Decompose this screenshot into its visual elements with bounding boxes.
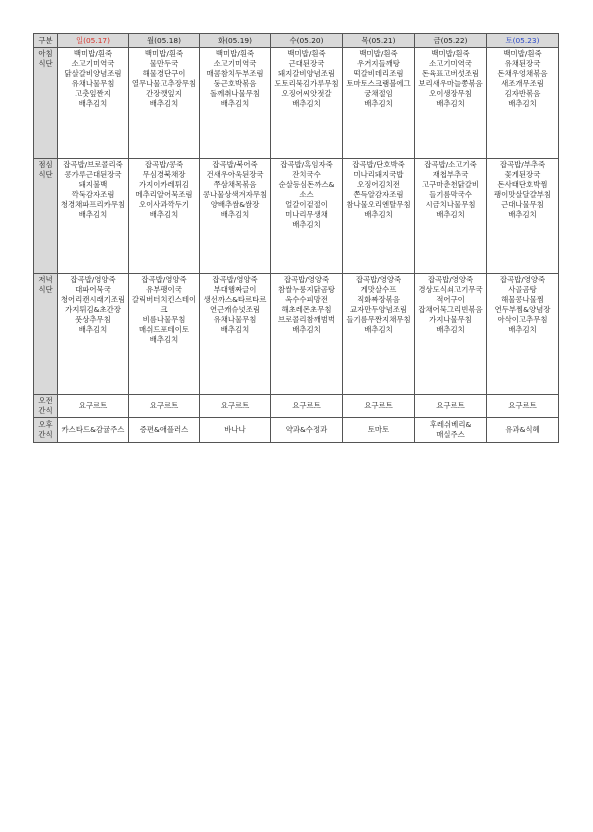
menu-item: 배추김치 — [508, 210, 537, 219]
menu-item: 매콤참치두부조림 — [206, 69, 264, 78]
meal-label-lunch — [34, 159, 58, 274]
menu-item: 팽이맛살달걀부침 — [493, 190, 552, 199]
menu-item: 돌께취나물무침 — [210, 89, 260, 98]
menu-item: 순살등심돈까스&소스 — [278, 180, 335, 199]
menu-item: 콩나물상색겨자무침 — [202, 190, 268, 199]
menu-item: 요구르트 — [436, 401, 465, 410]
menu-item: 꽃게된장국 — [504, 170, 541, 179]
day-header-thu: 목(05.21) — [343, 34, 415, 48]
menu-item: 적어구이 — [436, 295, 465, 304]
menu-item: 가지나물무침 — [429, 315, 472, 324]
menu-cell-breakfast-5 — [415, 48, 487, 159]
menu-item: 잡채어묵그리빈볶음 — [418, 305, 483, 314]
meal-label-am — [34, 395, 58, 418]
menu-cell-pm-6 — [487, 418, 559, 443]
menu-item: 후레쉬베리&매실주스 — [429, 420, 472, 439]
menu-item: 백미밥/흰죽 — [144, 49, 184, 58]
day-header-sat: 토(05.23) — [487, 34, 559, 48]
menu-item: 배추김치 — [78, 325, 108, 334]
meal-label-line: 간식 — [38, 406, 53, 415]
menu-cell-pm-4 — [343, 418, 415, 443]
menu-item: 미나리돼지국밥 — [353, 170, 404, 179]
menu-item: 풋상추무침 — [75, 315, 111, 324]
menu-cell-dinner-6 — [487, 274, 559, 395]
day-header-fri: 금(05.22) — [415, 34, 487, 48]
menu-item: 경상도식쇠고기무국 — [418, 285, 483, 294]
menu-item: 잡곡밥/영양죽 — [212, 275, 258, 284]
menu-cell-dinner-1 — [129, 274, 200, 395]
menu-item: 토마토 — [367, 425, 390, 434]
menu-item: 해물경단구이 — [142, 69, 186, 78]
menu-cell-pm-5 — [415, 418, 487, 443]
meal-label-line: 오전 — [38, 396, 53, 405]
menu-cell-breakfast-2 — [200, 48, 271, 159]
menu-item: 배추김치 — [149, 335, 179, 344]
menu-cell-am-0 — [58, 395, 129, 418]
menu-cell-breakfast-6 — [487, 48, 559, 159]
menu-cell-lunch-1 — [129, 159, 200, 274]
menu-cell-am-2 — [200, 395, 271, 418]
menu-item: 배추김치 — [436, 99, 465, 108]
menu-item: 궁채절임 — [364, 89, 393, 98]
menu-item: 시금치나물무침 — [425, 200, 476, 209]
menu-item: 배추김치 — [508, 99, 537, 108]
menu-item: 배추김치 — [364, 325, 393, 334]
meal-row-lunch — [34, 159, 559, 274]
menu-item: 배추김치 — [220, 325, 250, 334]
menu-item: 소고기미역국 — [213, 59, 257, 68]
menu-item: 잡곡밥/영양죽 — [70, 275, 116, 284]
menu-item: 간장깻잎지 — [146, 89, 182, 98]
menu-item: 잡곡밥/영양죽 — [427, 275, 474, 284]
menu-cell-am-3 — [271, 395, 343, 418]
menu-item: 참나물오리엔탈무침 — [346, 200, 411, 209]
menu-item: 메추리알어묵조림 — [135, 190, 193, 199]
menu-item: 잡곡밥/영양죽 — [141, 275, 187, 284]
menu-item: 바나나 — [224, 425, 246, 434]
menu-item: 건새우아욱된장국 — [206, 170, 264, 179]
menu-item: 무심경북채장 — [142, 170, 186, 179]
menu-item: 카스타드&감귤주스 — [61, 425, 125, 434]
menu-item: 약과&수정과 — [285, 425, 328, 434]
menu-item: 백미밥/흰죽 — [431, 49, 470, 58]
menu-cell-am-1 — [129, 395, 200, 418]
menu-item: 배추김치 — [149, 99, 179, 108]
menu-item: 배추김치 — [364, 210, 393, 219]
menu-item: 유채나물무침 — [213, 315, 257, 324]
menu-item: 배추김치 — [508, 325, 537, 334]
meal-row-breakfast — [34, 48, 559, 159]
menu-item: 토마토스크램블에그 — [346, 79, 411, 88]
day-header-sun: 일(05.17) — [58, 34, 129, 48]
menu-cell-am-6 — [487, 395, 559, 418]
menu-item: 물만두국 — [149, 59, 179, 68]
menu-cell-am-5 — [415, 395, 487, 418]
menu-cell-pm-0 — [58, 418, 129, 443]
menu-item: 브로콜리참깨범벅 — [277, 315, 336, 324]
menu-cell-dinner-0 — [58, 274, 129, 395]
menu-item: 유채나물무침 — [71, 79, 115, 88]
menu-item: 백미밥/흰죽 — [503, 49, 542, 58]
menu-item: 고춧잎짠지 — [75, 89, 111, 98]
menu-item: 잡곡밥/영양죽 — [499, 275, 546, 284]
meal-row-pm — [34, 418, 559, 443]
menu-item: 증편&애플러스 — [139, 425, 189, 434]
meal-label-pm — [34, 418, 58, 443]
menu-item: 배추김치 — [292, 220, 321, 229]
menu-item: 재첩부추국 — [432, 170, 469, 179]
menu-item: 비름나물무침 — [142, 315, 186, 324]
menu-item: 잡곡밥/브로콜리죽 — [63, 160, 123, 169]
menu-item: 돈채우엉채볶음 — [497, 69, 548, 78]
menu-cell-lunch-3 — [271, 159, 343, 274]
menu-item: 콩가루근대된장국 — [64, 170, 122, 179]
menu-item: 생선까스&타르타르 — [203, 295, 267, 304]
header-row — [34, 34, 559, 48]
menu-item: 도토리묵김가루무침 — [274, 79, 339, 88]
menu-item: 요구르트 — [364, 401, 393, 410]
day-header-tue: 화(05.19) — [200, 34, 271, 48]
menu-item: 쭈삼채목볶음 — [213, 180, 257, 189]
menu-item: 가지튀김&초간장 — [65, 305, 121, 314]
menu-item: 유부팽이국 — [146, 285, 182, 294]
menu-item: 유과&식혜 — [505, 425, 540, 434]
menu-item: 갈릭버터치킨스테이크 — [131, 295, 197, 314]
menu-item: 보리새우마늘쫑볶음 — [418, 79, 483, 88]
menu-item: 쫀득알감자조림 — [353, 190, 404, 199]
menu-item: 해물콩나물찜 — [501, 295, 544, 304]
header-label: 구분 — [34, 34, 58, 48]
menu-item: 소고기미역국 — [429, 59, 472, 68]
menu-item: 요구르트 — [149, 401, 179, 410]
weekly-meal-table — [33, 33, 559, 443]
meal-label-dinner — [34, 274, 58, 395]
menu-cell-am-4 — [343, 395, 415, 418]
menu-item: 얼갈이겉절이 — [285, 200, 328, 209]
menu-item: 새조개무조림 — [501, 79, 544, 88]
menu-item: 우거지들깨탕 — [357, 59, 400, 68]
meal-label-line: 식단 — [38, 285, 53, 294]
menu-item: 떡갈비데리조림 — [353, 69, 404, 78]
menu-item: 가지이카레튀김 — [139, 180, 189, 189]
menu-cell-lunch-4 — [343, 159, 415, 274]
menu-item: 잔치국수 — [292, 170, 321, 179]
menu-item: 잡곡밥/흑임자죽 — [280, 160, 333, 169]
menu-cell-dinner-4 — [343, 274, 415, 395]
menu-item: 연근캐슈넛조림 — [210, 305, 260, 314]
menu-item: 청어리캔시래기조림 — [60, 295, 126, 304]
meal-row-dinner — [34, 274, 559, 395]
menu-item: 요구르트 — [220, 401, 250, 410]
menu-item: 참쌀누룽지닭곰탕 — [277, 285, 336, 294]
menu-item: 잡곡밥/콩죽 — [144, 160, 184, 169]
menu-cell-dinner-3 — [271, 274, 343, 395]
menu-item: 들기름막국수 — [429, 190, 472, 199]
menu-item: 돈사태단호박찜 — [497, 180, 548, 189]
menu-item: 배추김치 — [292, 325, 321, 334]
menu-item: 잡곡밥/영양죽 — [355, 275, 402, 284]
menu-item: 배추김치 — [78, 99, 108, 108]
menu-item: 근대나물무침 — [501, 200, 544, 209]
menu-cell-dinner-2 — [200, 274, 271, 395]
menu-item: 해초레몬초무침 — [281, 305, 332, 314]
menu-item: 백미밥/흰죽 — [359, 49, 398, 58]
menu-item: 고구마춘천닭갈비 — [421, 180, 480, 189]
menu-item: 미나리무생채 — [285, 210, 328, 219]
menu-item: 배추김치 — [436, 210, 465, 219]
menu-item: 백미밥/흰죽 — [287, 49, 326, 58]
day-header-wed: 수(05.20) — [271, 34, 343, 48]
menu-item: 직화짜장볶음 — [357, 295, 400, 304]
menu-item: 대파어묵국 — [75, 285, 111, 294]
menu-item: 배추김치 — [78, 210, 108, 219]
menu-item: 아삭이고추무침 — [497, 315, 548, 324]
menu-item: 오징어씨앗젓갈 — [281, 89, 332, 98]
menu-item: 부대햄짜글이 — [213, 285, 257, 294]
menu-cell-lunch-5 — [415, 159, 487, 274]
menu-cell-breakfast-1 — [129, 48, 200, 159]
menu-item: 잡곡밥/단호박죽 — [352, 160, 405, 169]
meal-label-line: 저녁 — [38, 275, 53, 284]
menu-item: 요구르트 — [292, 401, 321, 410]
menu-item: 요구르트 — [78, 401, 108, 410]
meal-label-line: 점심 — [38, 160, 53, 169]
menu-item: 배추김치 — [436, 325, 465, 334]
menu-item: 깍둑감자조림 — [71, 190, 115, 199]
menu-item: 배추김치 — [292, 99, 321, 108]
menu-item: 유채된장국 — [504, 59, 541, 68]
menu-item: 잡곡밥/소고기죽 — [424, 160, 477, 169]
menu-cell-breakfast-3 — [271, 48, 343, 159]
menu-item: 교자만두양념조림 — [349, 305, 408, 314]
menu-cell-lunch-2 — [200, 159, 271, 274]
day-header-mon: 월(05.18) — [129, 34, 200, 48]
menu-item: 잡곡밥/부추죽 — [499, 160, 546, 169]
menu-body — [34, 48, 559, 443]
menu-item: 들기름무짠지채무침 — [346, 315, 411, 324]
menu-item: 닭살갈비양념조림 — [64, 69, 122, 78]
menu-item: 김자반볶음 — [504, 89, 541, 98]
menu-cell-lunch-0 — [58, 159, 129, 274]
menu-item: 백미밥/흰죽 — [215, 49, 255, 58]
menu-item: 근대된장국 — [288, 59, 325, 68]
menu-item: 돈육표고버섯조림 — [421, 69, 480, 78]
meal-label-line: 아침 — [38, 49, 53, 58]
menu-cell-pm-2 — [200, 418, 271, 443]
menu-item: 청경채파프리카무침 — [60, 200, 126, 209]
meal-label-line: 식단 — [38, 59, 53, 68]
meal-label-line: 오후 — [38, 420, 53, 429]
menu-item: 게맛살수프 — [360, 285, 397, 294]
menu-item: 둥근호박볶음 — [213, 79, 257, 88]
menu-cell-pm-1 — [129, 418, 200, 443]
meal-row-am — [34, 395, 559, 418]
menu-item: 잡곡밥/북어죽 — [212, 160, 258, 169]
meal-label-line: 식단 — [38, 170, 53, 179]
menu-item: 배추김치 — [364, 99, 393, 108]
menu-item: 매쉬드포테이토 — [139, 325, 189, 334]
menu-cell-pm-3 — [271, 418, 343, 443]
menu-item: 배추김치 — [149, 210, 179, 219]
menu-item: 소고기미역국 — [71, 59, 115, 68]
menu-item: 돼지불백 — [78, 180, 108, 189]
menu-cell-lunch-6 — [487, 159, 559, 274]
menu-item: 요구르트 — [508, 401, 537, 410]
menu-item: 사골곰탕 — [508, 285, 537, 294]
meal-label-breakfast — [34, 48, 58, 159]
menu-cell-dinner-5 — [415, 274, 487, 395]
menu-item: 배추김치 — [220, 99, 250, 108]
menu-item: 오이생장무침 — [429, 89, 472, 98]
menu-item: 오징어김치전 — [357, 180, 400, 189]
menu-item: 열무나물고추장무침 — [131, 79, 197, 88]
menu-item: 연두부찜&양념장 — [494, 305, 551, 314]
menu-item: 돼지갈비양념조림 — [277, 69, 336, 78]
menu-item: 백미밥/흰죽 — [73, 49, 113, 58]
menu-item: 오이사과깍두기 — [139, 200, 189, 209]
meal-label-line: 간식 — [38, 430, 53, 439]
menu-item: 잡곡밥/영양죽 — [283, 275, 330, 284]
menu-item: 양배추쌈&쌈장 — [210, 200, 260, 209]
menu-item: 배추김치 — [220, 210, 250, 219]
menu-cell-breakfast-4 — [343, 48, 415, 159]
menu-item: 옥수수피망전 — [285, 295, 328, 304]
menu-cell-breakfast-0 — [58, 48, 129, 159]
